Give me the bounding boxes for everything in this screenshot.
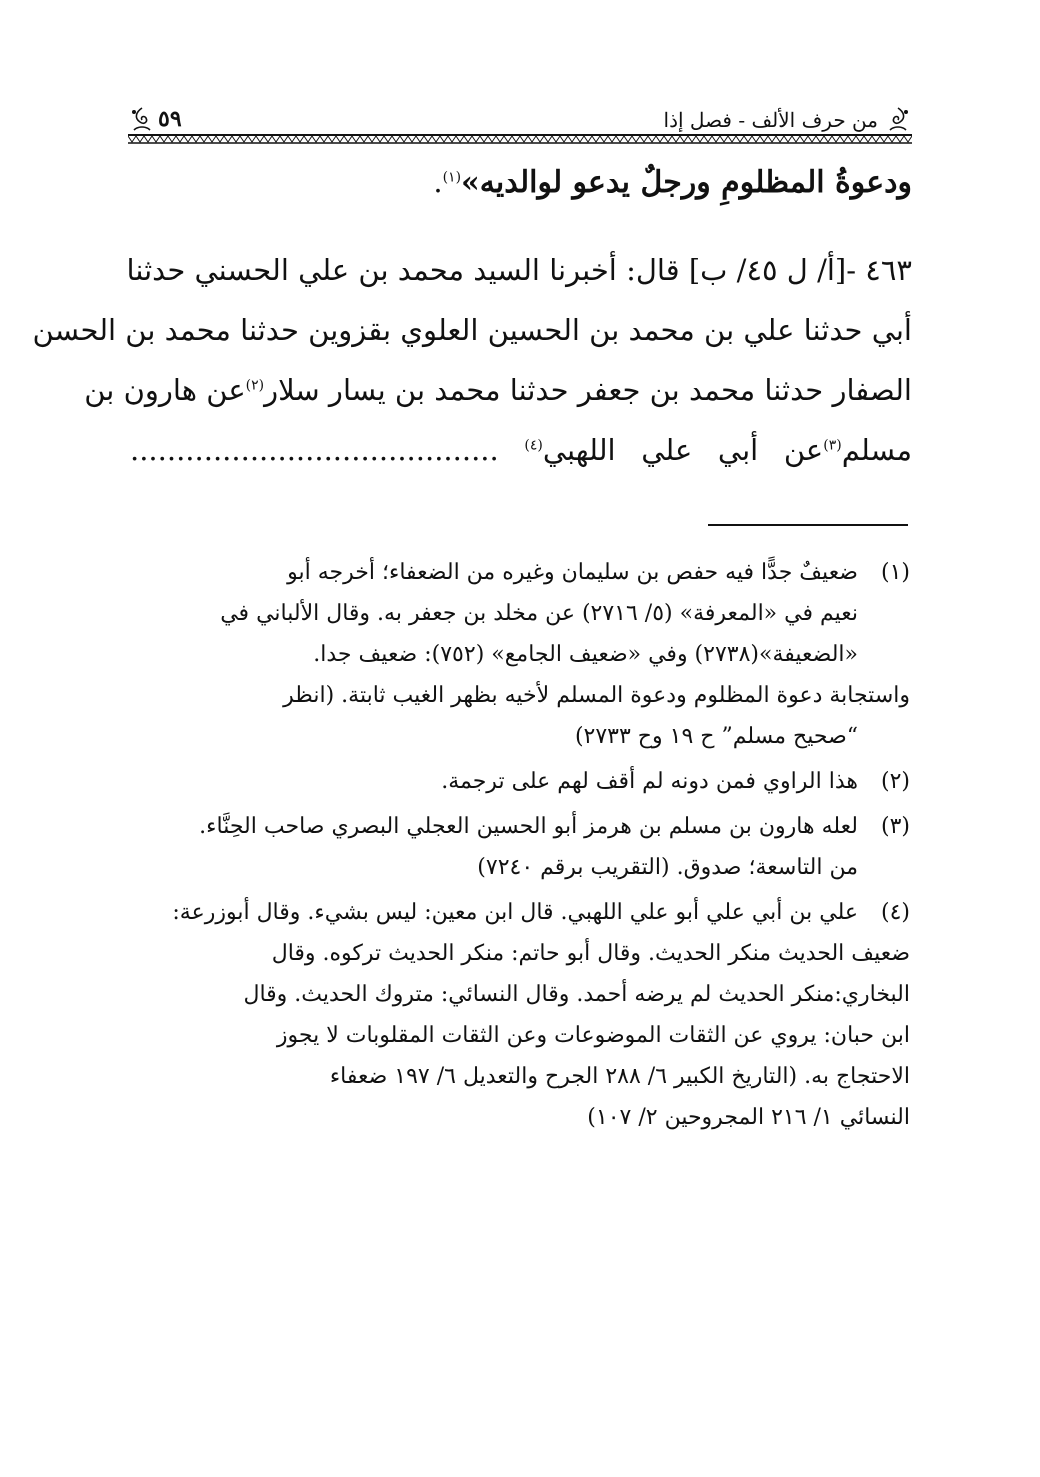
footnote-separator (708, 524, 908, 526)
footnote-line: الاحتجاج به. (التاريخ الكبير ٦/ ٢٨٨ الجرح والتعديل ٦/ ١٩٧ ضعفاء (329, 1064, 910, 1089)
main-text (130, 152, 912, 213)
ornament-right-icon (886, 106, 910, 132)
footnote-1 (130, 552, 910, 675)
ellipsis-dots: ........................................ (130, 433, 499, 467)
page-header (128, 100, 912, 148)
footnote-line: لعله هارون بن مسلم بن هرمز أبو الحسين العجلي البصري صاحب الحِنَّاء. (199, 814, 858, 839)
page-number: ٥٩ (158, 106, 182, 132)
footnotes (130, 552, 910, 1138)
footnote-line: البخاري:منكر الحديث لم يرضه أحمد. وقال النسائي: متروك الحديث. وقال (243, 982, 910, 1007)
text-line-5: مسلم$^{(٣)}$عن أبي علي اللهبي$^{(٤)}$ ........................................ (130, 433, 912, 467)
footnote-number: (١) (880, 560, 910, 585)
footnote-line: من التاسعة؛ صدوق. (التقريب برقم ٧٢٤٠) (477, 855, 858, 880)
footnote-number: (٣) (880, 814, 910, 839)
footnote-line: النسائي ١/ ٢١٦ المجروحين ٢/ ١٠٧) (587, 1105, 910, 1130)
footnote-line: ضعيفٌ جدًّا فيه حفص بن سليمان وغيره من الضعفاء؛ أخرجه أبو (287, 560, 858, 585)
running-title: من حرف الألف - فصل إذا (663, 108, 878, 132)
text-line-3: أبي حدثنا علي بن محمد بن الحسين العلوي بقزوين حدثنا محمد بن الحسن (32, 313, 912, 347)
footnote-line: ابن حبان: يروي عن الثقات الموضوعات وعن الثقات المقلوبات لا يجوز (276, 1023, 910, 1048)
ornament-left-icon (130, 106, 154, 132)
header-border (128, 134, 912, 144)
footnote-line: نعيم في «المعرفة» (٥/ ٢٧١٦) عن مخلد بن جعفر به. وقال الألباني في (220, 601, 858, 626)
footnote-line: علي بن أبي علي أبو علي اللهبي. قال ابن معين: ليس بشيء. وقال أبوزرعة: (172, 900, 858, 925)
text-line-1: ودعوةُ المظلومِ ورجلٌ يدعو لوالديه»$^{(١)}$. (433, 165, 912, 200)
footnote-line: هذا الراوي فمن دونه لم أقف لهم على ترجمة. (441, 769, 858, 794)
footnote-1-continuation-line: واستجابة دعوة المظلوم ودعوة المسلم لأخيه بظهر الغيب ثابتة. (انظر (283, 683, 910, 708)
text-line-4: الصفار حدثنا محمد بن جعفر حدثنا محمد بن يسار سلار$^{(٢)}$عن هارون بن (84, 373, 912, 407)
footnote-number: (٢) (880, 769, 910, 794)
footnote-line: «الضعيفة»(٢٧٣٨) وفي «ضعيف الجامع» (٧٥٢): ضعيف جدا. (313, 642, 858, 667)
hadith-paragraph (32, 240, 912, 480)
footnote-line: ضعيف الحديث منكر الحديث. وقال أبو حاتم: منكر الحديث تركوه. وقال (271, 941, 910, 966)
footnote-number: (٤) (880, 900, 910, 925)
footnote-4 (130, 892, 910, 1138)
footnote-3 (130, 806, 910, 888)
footnote-1-continuation-line: “صحيح مسلم” ح ١٩ وح ٢٧٣٣) (574, 724, 858, 749)
text-line-2: ٤٦٣ -[أ/ ل ٤٥/ ب] قال: أخبرنا السيد محمد بن علي الحسني حدثنا (126, 253, 912, 287)
footnote-2 (130, 761, 910, 802)
